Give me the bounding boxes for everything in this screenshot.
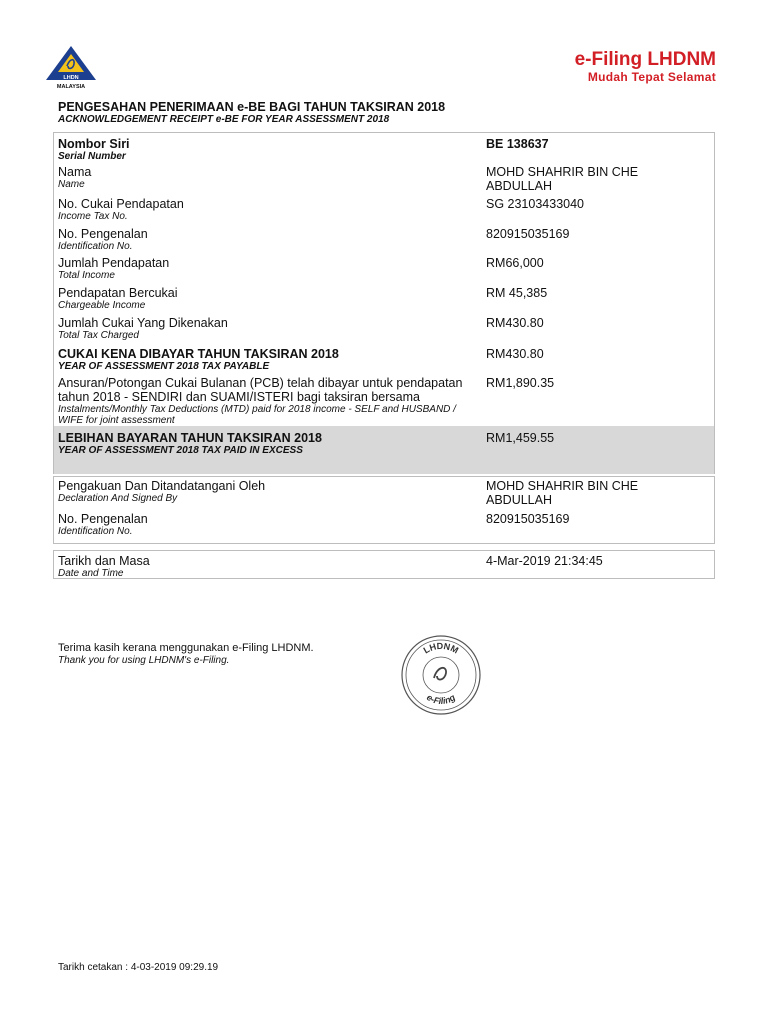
label-name-ms: Nama <box>58 165 92 179</box>
label-excess-en: YEAR OF ASSESSMENT 2018 TAX PAID IN EXCESS <box>58 445 303 456</box>
brand-title: e-Filing LHDNM <box>574 49 716 70</box>
brand-tagline: Mudah Tepat Selamat <box>587 70 716 84</box>
label-pcb-ms: Ansuran/Potongan Cukai Bulanan (PCB) telah dibayar untuk pendapatan tahun 2018 - SENDIRI dan SUAMI/ISTERI bagi taksiran bersama <box>58 376 463 404</box>
stamp-top-text: LHDNM <box>421 640 461 656</box>
label-excess-ms: LEBIHAN BAYARAN TAHUN TAKSIRAN 2018 <box>58 431 322 445</box>
label-chargeable-en: Chargeable Income <box>58 300 146 311</box>
title-sub: ACKNOWLEDGEMENT RECEIPT e-BE FOR YEAR ASSESSMENT 2018 <box>58 114 390 125</box>
label-datetime-ms: Tarikh dan Masa <box>58 554 150 568</box>
value-declaration-id: 820915035169 <box>486 512 570 526</box>
document-title <box>58 100 718 126</box>
declaration-table <box>53 476 715 544</box>
label-taxcharged-en: Total Tax Charged <box>58 330 139 341</box>
label-pcb-en: Instalments/Monthly Tax Deductions (MTD) paid for 2018 income - SELF and HUSBAND / WIFE for joint assessment <box>58 404 456 426</box>
stamp-bottom-text: e-Filing <box>424 692 458 707</box>
print-date: Tarikh cetakan : 4-03-2019 09:29.19 <box>58 962 219 973</box>
logo-text-top: LHDN <box>63 75 79 81</box>
value-total-income: RM66,000 <box>486 256 544 270</box>
label-decl-id-ms: No. Pengenalan <box>58 512 148 526</box>
value-pcb: RM1,890.35 <box>486 376 555 390</box>
brand-block <box>575 50 716 84</box>
label-datetime-en: Date and Time <box>58 568 124 579</box>
value-tax-charged: RM430.80 <box>486 316 544 330</box>
label-income-en: Total Income <box>58 270 115 281</box>
label-id-ms: No. Pengenalan <box>58 227 148 241</box>
label-decl-id-en: Identification No. <box>58 526 133 537</box>
lhdn-logo <box>44 44 98 92</box>
thanks-note <box>58 642 314 666</box>
thanks-ms: Terima kasih kerana menggunakan e-Filing LHDNM. <box>58 642 314 654</box>
label-taxno-en: Income Tax No. <box>58 211 128 222</box>
label-taxno-ms: No. Cukai Pendapatan <box>58 197 184 211</box>
value-excess: RM1,459.55 <box>486 431 555 445</box>
value-serial: BE 138637 <box>486 137 549 151</box>
thanks-en: Thank you for using LHDNM's e-Filing. <box>58 655 230 666</box>
label-serial-en: Serial Number <box>58 151 126 162</box>
label-payable-en: YEAR OF ASSESSMENT 2018 TAX PAYABLE <box>58 361 270 372</box>
value-name: MOHD SHAHRIR BIN CHE ABDULLAH <box>486 165 639 193</box>
label-serial-ms: Nombor Siri <box>58 137 130 151</box>
value-signed-by: MOHD SHAHRIR BIN CHE ABDULLAH <box>486 479 639 507</box>
value-datetime: 4-Mar-2019 21:34:45 <box>486 554 603 568</box>
label-payable-ms: CUKAI KENA DIBAYAR TAHUN TAKSIRAN 2018 <box>58 347 339 361</box>
label-chargeable-ms: Pendapatan Bercukai <box>58 286 178 300</box>
receipt-table <box>53 132 715 474</box>
title-main: PENGESAHAN PENERIMAAN e-BE BAGI TAHUN TAKSIRAN 2018 <box>58 100 446 114</box>
label-name-en: Name <box>58 179 85 190</box>
value-tax-payable: RM430.80 <box>486 347 544 361</box>
datetime-table <box>53 550 715 579</box>
label-taxcharged-ms: Jumlah Cukai Yang Dikenakan <box>58 316 228 330</box>
label-signed-en: Declaration And Signed By <box>58 493 178 504</box>
value-id-no: 820915035169 <box>486 227 570 241</box>
label-income-ms: Jumlah Pendapatan <box>58 256 170 270</box>
value-chargeable-income: RM 45,385 <box>486 286 548 300</box>
value-tax-no: SG 23103433040 <box>486 197 585 211</box>
logo-text-bottom: MALAYSIA <box>56 84 86 90</box>
efiling-stamp <box>400 634 482 716</box>
svg-text:e-Filing <box>425 692 457 706</box>
label-id-en: Identification No. <box>58 241 133 252</box>
label-signed-ms: Pengakuan Dan Ditandatangani Oleh <box>58 479 266 493</box>
